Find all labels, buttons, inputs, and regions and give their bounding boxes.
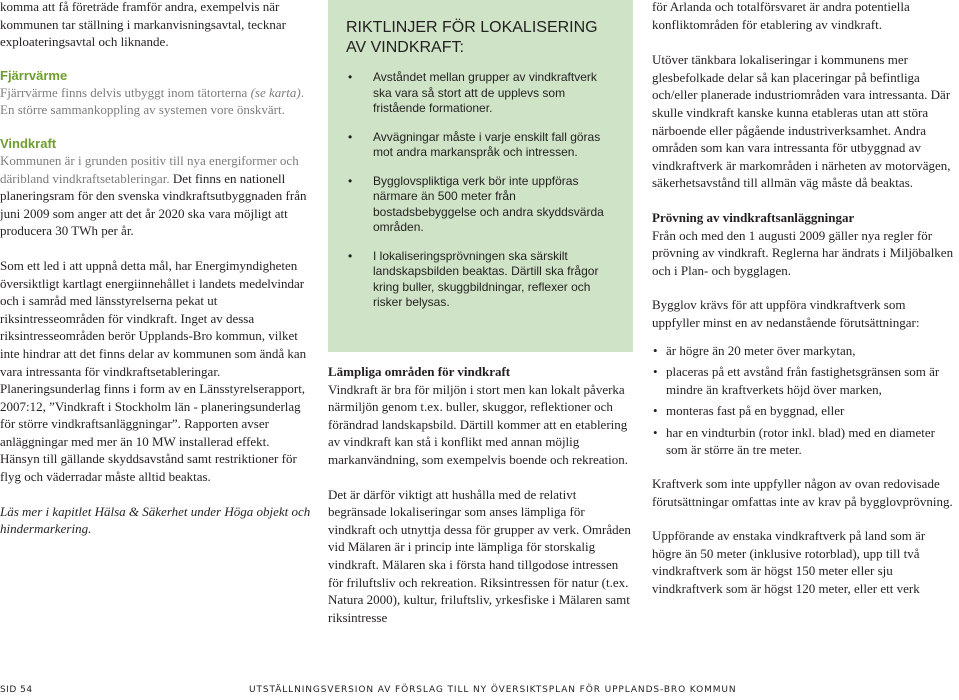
bullet-icon: •: [348, 129, 353, 144]
fjarrvarme-paragraph: [0, 84, 312, 119]
darfor-paragraph: Det är därför viktigt att hushålla med de relativt begränsade lokaliseringar som anses lämpliga för vindkraft och utnyttja dessa för grupper av verk. Områden vid Mälaren är i princip inte lämpliga för storskalig vindkraft. Mälaren ska i första hand tillgodose intressen för friluftsliv och rekreation. Riksintressen för natur (t.ex. Natura 2000), kultur, friluftsliv, yrkesfiske i Mälaren samt riksintresse: [328, 486, 631, 625]
read-more-note: Läs mer i kapitlet Hälsa & Säkerhet under Höga objekt och hindermarkering.: [0, 503, 311, 537]
intro-paragraph: komma att få företräde framför andra, exempelvis när kommunen tar ställning i markanvisningsavtal, tecknar exploateringsavtal och liknande.: [0, 0, 286, 50]
column-left: [0, 0, 312, 538]
vindkraft-heading: Vindkraft: [0, 135, 57, 151]
bullet-icon: •: [653, 364, 658, 380]
condition-item: • placeras på ett avstånd från fastighetsgränsen som är mindre än kraftverkets höjd över marken,: [653, 364, 940, 397]
provning-paragraph: Från och med den 1 augusti 2009 gäller nya regler för prövning av vindkraft. Reglerna har ändrats i Miljöbalken och i Plan- och bygglagen.: [652, 227, 954, 278]
provning-heading: Prövning av vindkraftsanläggningar: [652, 209, 855, 225]
vindkraft-lead: Kommunen är i grunden positiv till nya energiformer och däribland vindkraftsetableringar.: [0, 152, 299, 186]
page-number: SID 54: [0, 685, 33, 695]
column-right: [652, 0, 956, 598]
bullet-icon: •: [653, 342, 658, 358]
bullet-icon: •: [348, 248, 353, 263]
conditions-list: [652, 342, 956, 460]
condition-item: • monteras fast på en byggnad, eller: [653, 403, 845, 419]
lampliga-heading: Lämpliga områden för vindkraft: [328, 364, 511, 379]
footer-title: UTSTÄLLNINGSVERSION AV FÖRSLAG TILL NY ÖVERSIKTSPLAN FÖR UPPLANDS-BRO KOMMUN: [249, 685, 737, 695]
kraftverk-paragraph: Kraftverk som inte uppfyller någon av ovan redovisade förutsättningar omfattas inte av krav på bygglovprövning.: [652, 476, 953, 509]
uppforande-paragraph: Uppförande av enstaka vindkraftverk på land som är högre än 50 meter (inklusive rotorblad), upp till två vindkraftverk som är högst 150 meter eller sju vindkraftverk som är högst 120 meter, eller ett verk: [652, 528, 926, 597]
fjarrvarme-text: Fjärrvärme finns delvis utbyggt inom tätorterna: [0, 84, 248, 100]
guidelines-box: [328, 0, 633, 352]
guideline-item: • Avvägningar måste i varje enskilt fall göras mot andra markanspråk och intressen.: [348, 129, 601, 159]
guideline-item: • Bygglovspliktiga verk bör inte uppföras närmare än 500 meter från bostadsbebyggelse och andra skyddsvärda områden.: [348, 173, 604, 234]
vindkraft-text: Det finns en nationell planeringsram för den svenska vindkraftsutbyggnaden från juni 2009 som anger att det år 2020 ska vara möjligt att producera 30 TWh per år.: [0, 170, 307, 239]
arlanda-paragraph: för Arlanda och totalförsvaret är andra potentiella konfliktområden för etablering av vindkraft.: [652, 0, 910, 32]
lampliga-paragraph: Vindkraft är bra för miljön i stort men kan lokalt påverka närmiljön genom t.ex. buller, skuggor, reflektioner och förändrad landskapsbild. Därtill kommer att en etablering av vindkraft kan stå i konflikt med annan möjlig markanvändning, som exempelvis boende och rekreation.: [328, 381, 628, 467]
bullet-icon: •: [653, 424, 658, 440]
guideline-item: • Avståndet mellan grupper av vindkraftverk ska vara så stort att de upplevs som fristående formationer.: [348, 70, 597, 115]
guidelines-list: [346, 70, 616, 324]
fjarrvarme-heading: Fjärrvärme: [0, 67, 68, 83]
bullet-icon: •: [348, 70, 353, 84]
guidelines-title: RIKTLINJER FÖR LOKALISERING AV VINDKRAFT:: [346, 19, 598, 56]
bullet-icon: •: [348, 173, 353, 188]
guideline-item: • I lokaliseringsprövningen ska särskilt landskapsbilden beaktas. Därtill ska frågor kring buller, skuggbildningar, reflexer och risker belysas.: [348, 248, 599, 309]
column-middle: [328, 363, 632, 626]
condition-item: • har en vindturbin (rotor inkl. blad) med en diameter som är större än tre meter.: [653, 424, 935, 458]
map-reference: (se karta): [250, 84, 301, 100]
bygglov-paragraph: Bygglov krävs för att uppföra vindkraftverk som uppfyller minst en av nedanstående förutsättningar:: [652, 297, 920, 330]
vindkraft-paragraph: [0, 152, 312, 240]
energimyndigheten-paragraph: Som ett led i att uppnå detta mål, har Energimyndigheten översiktligt kartlagt energiinnehållet i landets medelvindar och i samråd med länsstyrelserna pekat ut riksintresseområden för vindkraft. Inget av dessa riksintresseområden berör Upplands-Bro kommun, vilket inte hindrar att det finns delar av kommunen som ändå kan vara intressanta för vindkraftsetableringar. Planeringsunderlag finns i form av en Länsstyrelserapport, 2007:12, ”Vindkraft i Stockholm län - planeringsunderlag för större vindkraftsanläggningar”. Rapporten avser anläggningar med mer än 10 MW installerad effekt. Hänsyn till gällande skyddsavstånd samt restriktioner för flyg och väderradar måste alltid beaktas.: [0, 257, 307, 485]
utover-paragraph: Utöver tänkbara lokaliseringar i kommunens mer glesbefolkade delar så kan placeringar på befintliga och/eller planerade industriområden vara intressanta. Där skulle vindkraft kanske kunna etableras utan att störa närboende eller pågående industriverksamhet. Andra områden som kan vara intressanta för utbyggnad av vindkraftverk är markområden i närheten av motorvägen, säkerhetsavstånd till allmän väg måste då beaktas.: [652, 52, 951, 191]
fjarrvarme-text-end: . En större sammankoppling av systemen vore önskvärt.: [0, 84, 304, 118]
condition-item: • är högre än 20 meter över markytan,: [653, 342, 856, 358]
bullet-icon: •: [653, 403, 658, 419]
